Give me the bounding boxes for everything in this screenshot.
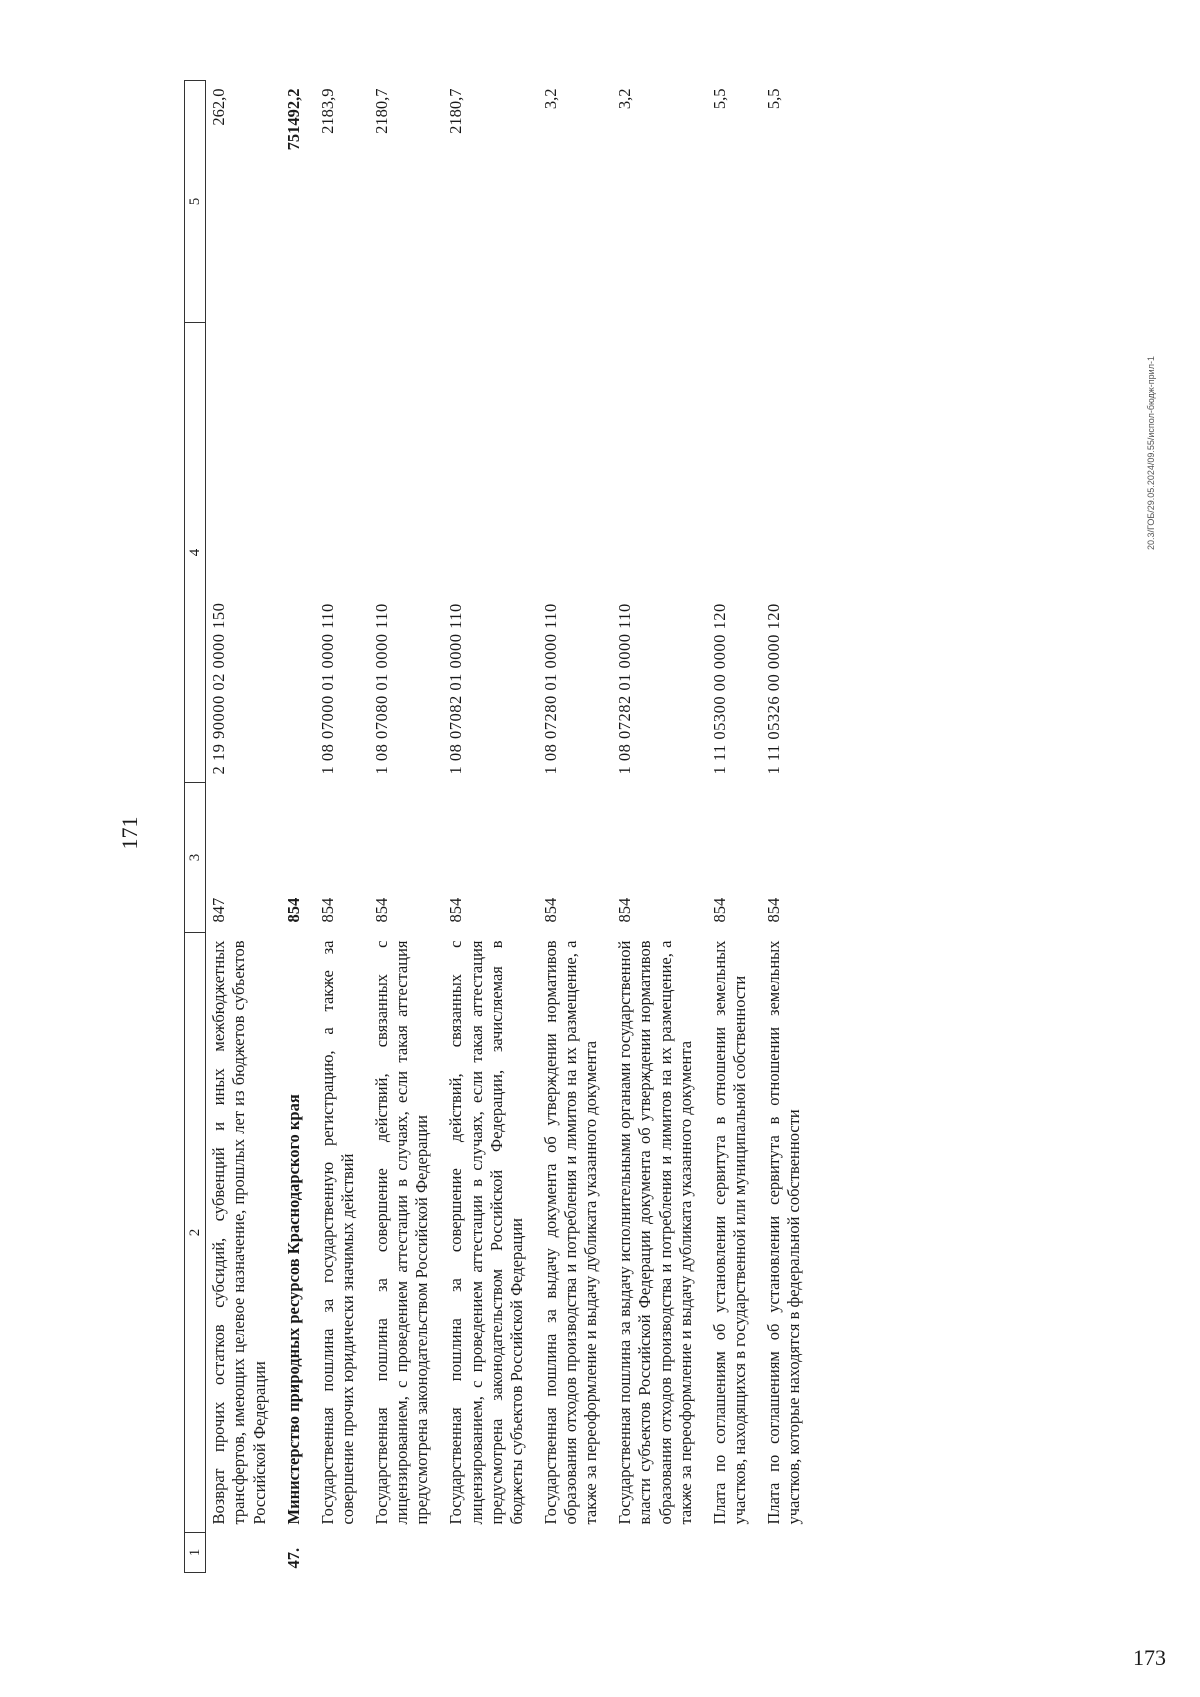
column-header-2: 2: [185, 933, 206, 1533]
row-classification-code: 1 08 07280 01 0000 110: [540, 603, 560, 775]
row-number: [704, 1533, 758, 1573]
page-number: 171: [117, 816, 142, 850]
row-number: [366, 1533, 440, 1573]
footer-code: 20.3/ГОБ/29.05.2024/09.55/испол-бюдж-прил-1: [1146, 356, 1156, 550]
row-number: [758, 1533, 812, 1573]
row-classification-code: 1 11 05326 00 0000 120: [764, 603, 784, 775]
table-body: [206, 81, 813, 1573]
row-name: Министерство природных ресурсов Краснодарского края: [283, 1094, 303, 1525]
column-header-3: 3: [185, 783, 206, 933]
outer-page-number: 173: [1133, 1645, 1166, 1670]
row-amount: 5,5: [709, 88, 729, 110]
row-admin-code: 854: [446, 897, 466, 923]
table-row: [366, 81, 440, 1573]
row-amount: 2180,7: [372, 88, 392, 134]
row-name: Плата по соглашениям об установлении сервитута в отношении земельных участков, которые находятся в федеральной собственности: [764, 940, 804, 1525]
budget-table-container: [184, 81, 1056, 1573]
table-header-row: [185, 81, 206, 1573]
row-classification-code: 1 08 07082 01 0000 110: [446, 603, 466, 775]
table-row: [206, 81, 278, 1573]
row-amount: 3,2: [615, 88, 635, 110]
table-row: [704, 81, 758, 1573]
budget-table: [184, 80, 812, 1573]
row-number: 47.: [283, 1547, 303, 1569]
column-header-5: 5: [185, 81, 206, 323]
row-admin-code: 854: [317, 897, 337, 923]
row-number: [440, 1533, 535, 1573]
row-admin-code: 854: [283, 897, 303, 923]
column-header-4: 4: [185, 323, 206, 783]
row-admin-code: 854: [709, 897, 729, 923]
table-row: [758, 81, 812, 1573]
table-row: [312, 81, 366, 1573]
row-classification-code: 1 08 07282 01 0000 110: [615, 603, 635, 775]
column-header-1: 1: [185, 1533, 206, 1573]
row-classification-code: 1 08 07080 01 0000 110: [372, 603, 392, 775]
row-amount: 262,0: [209, 88, 229, 126]
row-name: Государственная пошлина за государственную регистрацию, а также за совершение прочих юридически значимых действий: [317, 940, 357, 1525]
row-admin-code: 854: [372, 897, 392, 923]
row-amount: 5,5: [764, 88, 784, 110]
row-name: Государственная пошлина за совершение действий, связанных с лицензированием, с проведением аттестации в случаях, если такая аттестация предусмотрена законодательством Российской Федерации: [372, 940, 432, 1525]
table-row: [609, 81, 704, 1573]
row-admin-code: 854: [540, 897, 560, 923]
row-amount: 2180,7: [446, 88, 466, 134]
row-name: Государственная пошлина за выдачу документа об утверждении нормативов образования отходов производства и потребления и лимитов на их размещение, а также за переоформление и выдачу дубликата указанного документа: [540, 940, 601, 1525]
row-admin-code: 854: [764, 897, 784, 923]
table-row: [535, 81, 609, 1573]
row-number: [609, 1533, 704, 1573]
row-classification-code: 2 19 90000 02 0000 150: [209, 602, 229, 775]
row-classification-code: 1 08 07000 01 0000 110: [317, 603, 337, 775]
row-name: Государственная пошлина за выдачу исполнительными органами государственной власти субъектов Российской Федерации документа об утверждении нормативов образования отходов производства и потребления и лимитов на их размещение, а также за переоформление и выдачу дубликата указанного документа: [615, 940, 695, 1525]
row-classification-code: [278, 323, 312, 783]
table-row: [440, 81, 535, 1573]
row-admin-code: 854: [615, 897, 635, 923]
row-amount: 2183,9: [317, 88, 337, 134]
row-name: Возврат прочих остатков субсидий, субвенций и иных межбюджетных трансфертов, имеющих целевое назначение, прошлых лет из бюджетов субъектов Российской Федерации: [209, 940, 269, 1525]
row-admin-code: 847: [209, 897, 229, 923]
row-name: Государственная пошлина за совершение действий, связанных с лицензированием, с проведением аттестации в случаях, если такая аттестация предусмотрена законодательством Российской Федерации, зачисляемая в бюджеты субъектов Российской Федерации: [446, 940, 526, 1525]
table-row: [278, 81, 312, 1573]
row-number: [206, 1533, 278, 1573]
row-number: [535, 1533, 609, 1573]
row-classification-code: 1 11 05300 00 0000 120: [709, 603, 729, 775]
row-number: [312, 1533, 366, 1573]
row-name: Плата по соглашениям об установлении сервитута в отношении земельных участков, находящихся в государственной или муниципальной собственности: [709, 940, 749, 1525]
row-amount: 3,2: [540, 88, 560, 110]
row-amount: 751492,2: [283, 88, 303, 151]
